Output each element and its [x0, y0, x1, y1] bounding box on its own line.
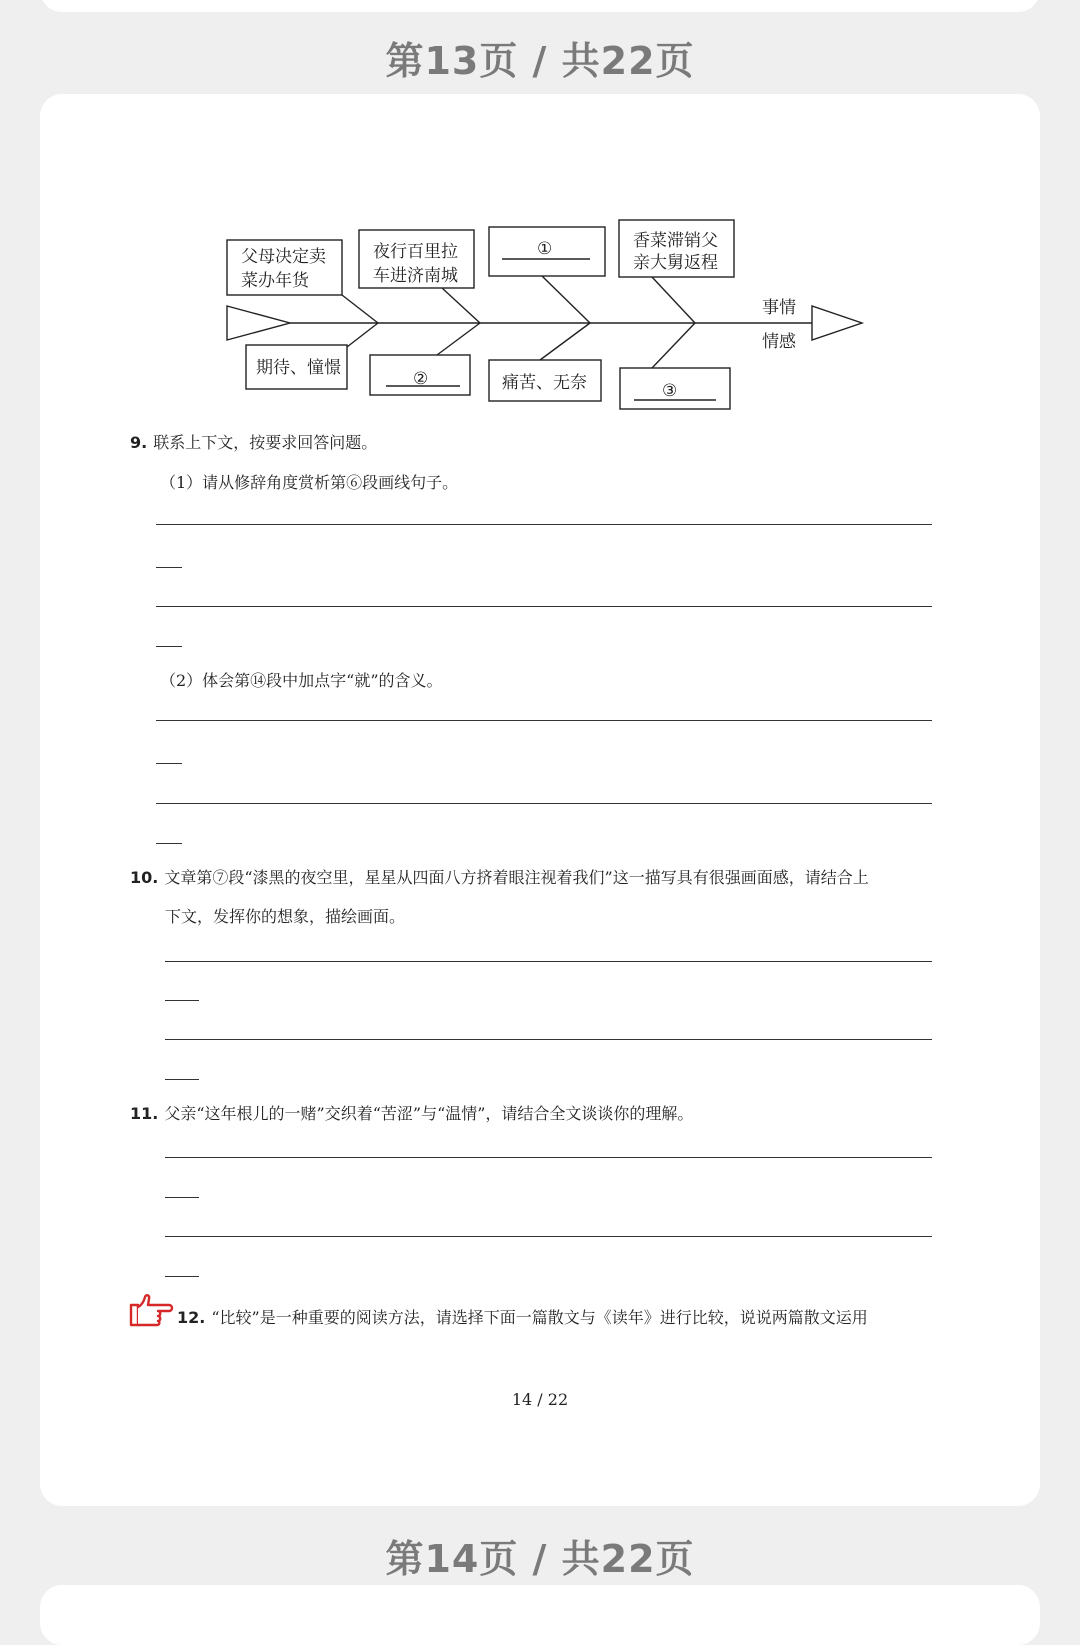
answer-line[interactable] — [165, 1236, 932, 1237]
bottom-box-3: 痛苦、无奈 — [502, 373, 587, 393]
previous-page-card — [40, 0, 1040, 12]
answer-line-end — [156, 843, 182, 844]
top-box-2-line1: 夜行百里拉 — [373, 242, 458, 262]
top-box-4-line2: 亲大舅返程 — [633, 253, 718, 273]
question-10 — [130, 865, 869, 888]
page-indicator-13: 第13页 / 共22页 — [385, 39, 695, 83]
answer-line-end — [156, 646, 182, 647]
top-box-2-line2: 车进济南城 — [373, 266, 458, 286]
answer-line[interactable] — [165, 961, 932, 962]
question-9-number: 9. — [130, 433, 148, 452]
question-9 — [130, 430, 377, 453]
top-box-1-line2: 菜办年货 — [241, 271, 309, 291]
answer-line[interactable] — [156, 524, 932, 525]
answer-line-end — [156, 567, 182, 568]
page-indicator-14: 第14页 / 共22页 — [385, 1537, 695, 1581]
bottom-box-1: 期待、憧憬 — [256, 358, 341, 378]
question-11 — [130, 1101, 693, 1124]
answer-line[interactable] — [156, 803, 932, 804]
question-12 — [177, 1305, 868, 1328]
question-12-number: 12. — [177, 1308, 206, 1327]
label-event: 事情 — [762, 298, 796, 318]
next-page-card — [40, 1585, 1040, 1645]
answer-line[interactable] — [156, 606, 932, 607]
answer-line[interactable] — [165, 1039, 932, 1040]
top-box-3-blank: ① — [537, 239, 553, 259]
pdf-page-number: 14 / 22 — [511, 1390, 569, 1409]
answer-line-end — [165, 1276, 199, 1277]
bottom-box-2-blank: ② — [413, 369, 429, 389]
question-11-number: 11. — [130, 1104, 159, 1123]
question-10-text-line2: 下文，发挥你的想象，描绘画面。 — [165, 907, 406, 926]
answer-line[interactable] — [165, 1157, 932, 1158]
question-9-sub-2: （2）体会第⑭段中加点字“就”的含义。 — [160, 671, 443, 690]
question-10-number: 10. — [130, 868, 159, 887]
document-page[interactable] — [40, 94, 1040, 1506]
bottom-box-4-blank: ③ — [662, 381, 678, 401]
fishbone-diagram — [40, 94, 1040, 434]
top-box-4-line1: 香菜滞销父 — [633, 231, 718, 251]
pointing-hand-icon — [128, 1292, 174, 1332]
answer-line-end — [165, 1197, 199, 1198]
answer-line-end — [165, 1000, 199, 1001]
answer-line-end — [156, 763, 182, 764]
answer-line[interactable] — [156, 720, 932, 721]
question-10-text-line1: 文章第⑦段“漆黑的夜空里，星星从四面八方挤着眼注视着我们”这一描写具有很强画面感，请结合上 — [164, 868, 869, 887]
question-9-text: 联系上下文，按要求回答问题。 — [153, 433, 378, 452]
question-9-sub-1: （1）请从修辞角度赏析第⑥段画线句子。 — [160, 473, 459, 492]
label-emotion: 情感 — [762, 332, 796, 352]
question-12-text: “比较”是一种重要的阅读方法，请选择下面一篇散文与《读年》进行比较，说说两篇散文运用 — [211, 1308, 868, 1327]
answer-line-end — [165, 1079, 199, 1080]
question-11-text: 父亲“这年根儿的一赌”交织着“苦涩”与“温情”，请结合全文谈谈你的理解。 — [164, 1104, 694, 1123]
top-box-1-line1: 父母决定卖 — [241, 247, 326, 267]
